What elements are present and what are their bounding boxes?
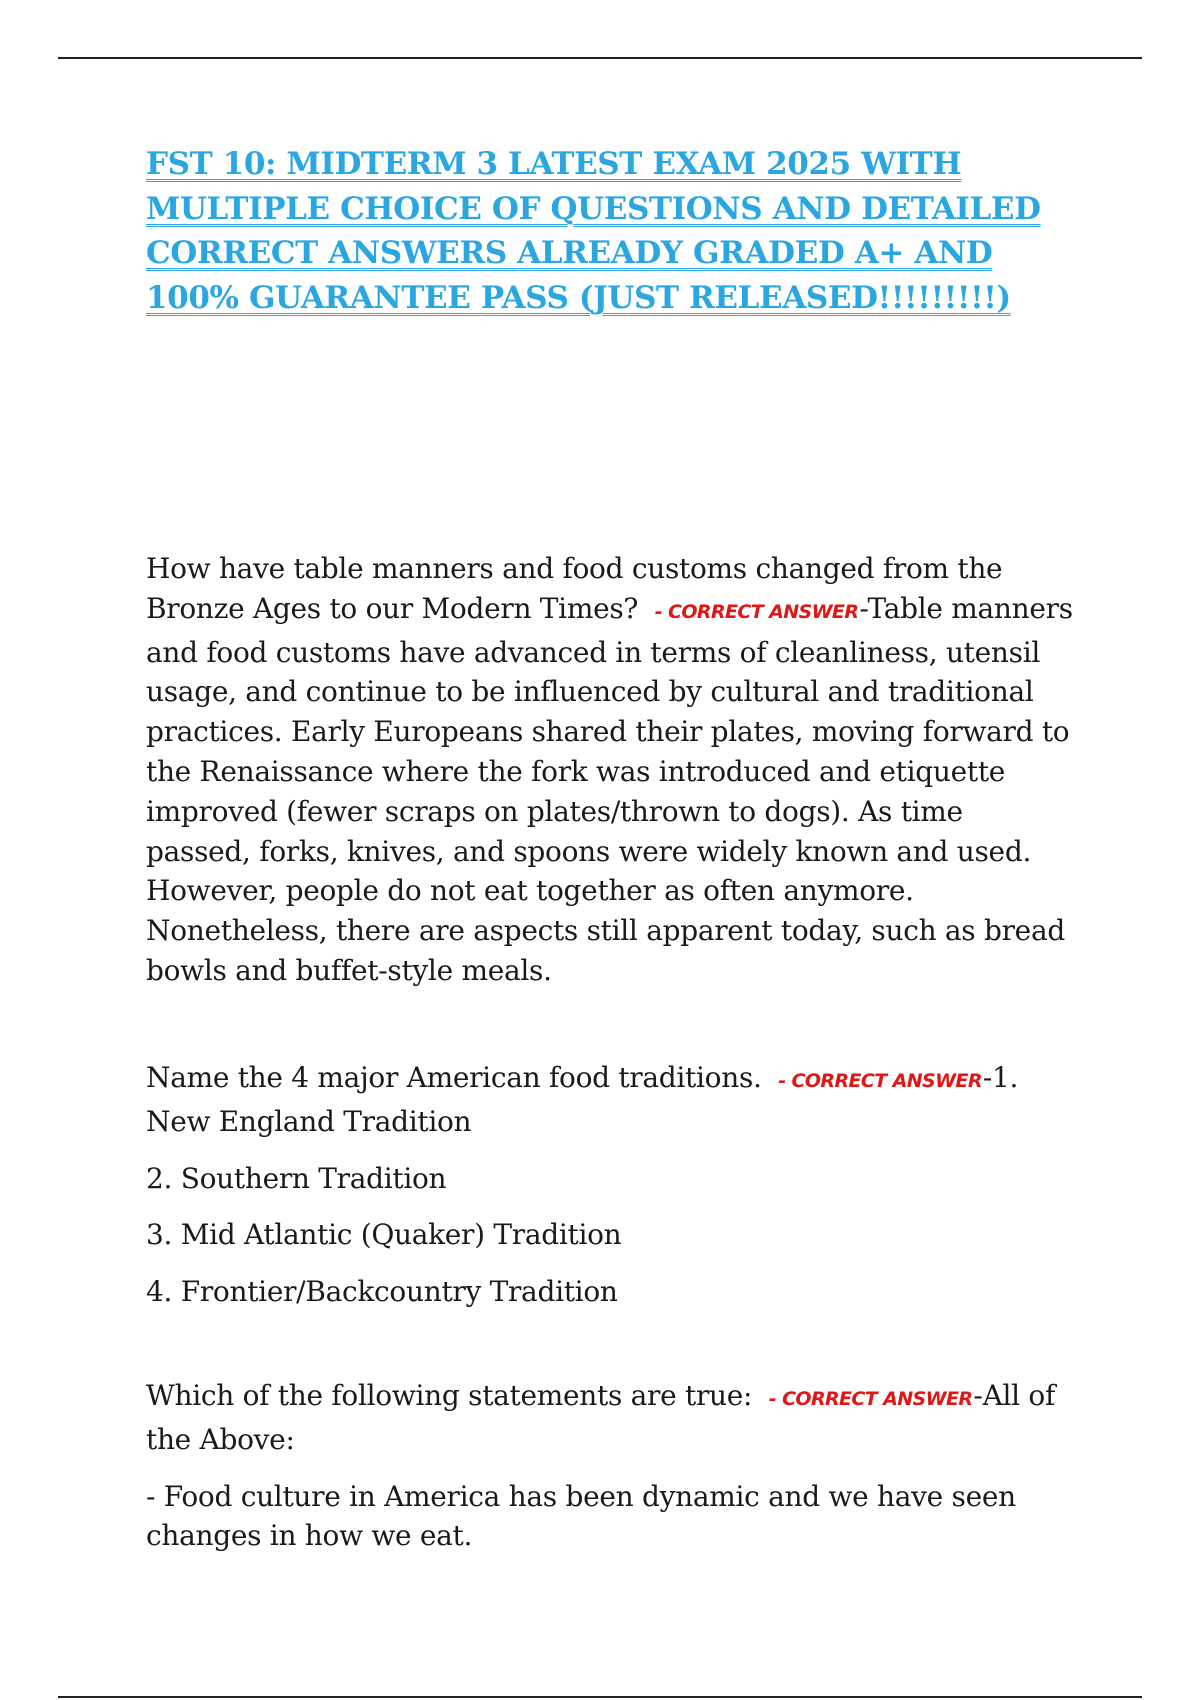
correct-answer-tag: - CORRECT ANSWER	[778, 1070, 982, 1092]
answer-list-item: 4. Frontier/Backcountry Tradition	[146, 1275, 618, 1309]
question-paragraph	[146, 1376, 1076, 1460]
answer-text: -All of the Above:	[146, 1379, 1056, 1456]
question-paragraph	[146, 1058, 1076, 1142]
correct-answer-tag: - CORRECT ANSWER	[768, 1388, 973, 1410]
question-text: Which of the following statements are true:	[146, 1379, 753, 1412]
answer-list-item: 3. Mid Atlantic (Quaker) Tradition	[146, 1218, 622, 1252]
bottom-rule	[58, 1696, 1142, 1698]
correct-answer-tag: - CORRECT ANSWER	[654, 600, 859, 623]
question-text: How have table manners and food customs changed from the Bronze Ages to our Modern Times?	[146, 552, 1003, 625]
answer-text: -1. New England Tradition	[146, 1061, 1019, 1138]
answer-list-item: 2. Southern Tradition	[146, 1161, 447, 1195]
question-block-2	[146, 1058, 1076, 1312]
question-block-3	[146, 1376, 1076, 1556]
document-title: FST 10: MIDTERM 3 LATEST EXAM 2025 WITH MULTIPLE CHOICE OF QUESTIONS AND DETAILED CORRECT ANSWERS ALREADY GRADED A+ AND 100% GUARANTEE PASS (JUST RELEASED!!!!!!!!!)	[146, 146, 1041, 316]
answer-list-item: - Food culture in America has been dynamic and we have seen changes in how we eat.	[146, 1479, 1016, 1553]
question-paragraph	[146, 549, 1076, 991]
top-rule	[58, 57, 1142, 59]
answer-text: -Table manners and food customs have advanced in terms of cleanliness, utensil usage, and continue to be influenced by cultural and traditional practices. Early Europeans shared their plates, moving forward to the Renaissance where the fork was introduced and etiquette improved (fewer scraps on plates/thrown to dogs). As time passed, forks, knives, and spoons were widely known and used. However, people do not eat together as often anymore. Nonetheless, there are aspects still apparent today, such as bread bowls and buffet-style meals.	[146, 591, 1073, 987]
question-text: Name the 4 major American food traditions.	[146, 1061, 762, 1094]
question-block-1	[146, 549, 1076, 991]
